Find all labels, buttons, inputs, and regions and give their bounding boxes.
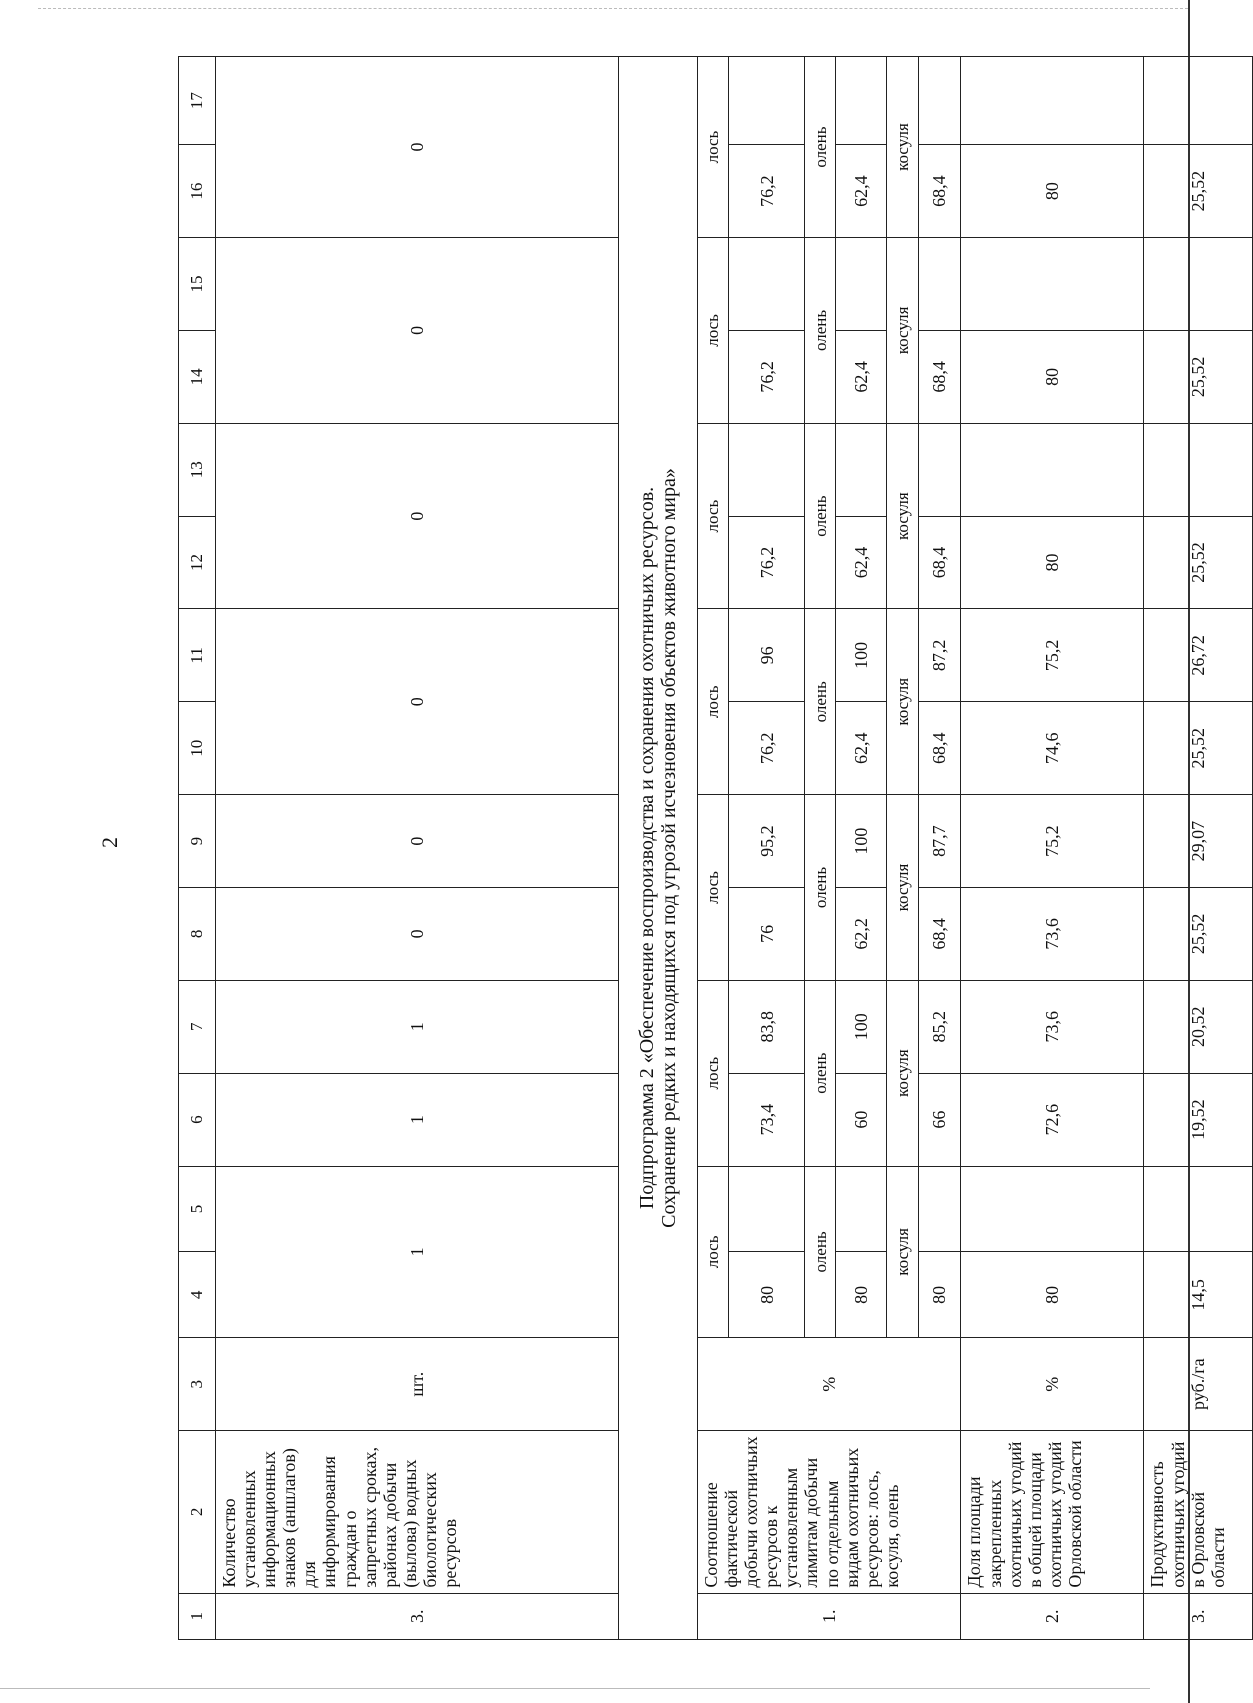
- species-label: косуля: [886, 795, 918, 981]
- indicators-table: [178, 56, 1253, 1640]
- value-col4: 80: [836, 1252, 886, 1338]
- species-label: косуля: [886, 423, 918, 609]
- value-col7: 100: [836, 980, 886, 1073]
- table-row-hunting-productivity: [1144, 57, 1253, 1640]
- value-col9: 29,07: [1144, 795, 1253, 888]
- species-label-row-moose: [697, 57, 729, 1640]
- scan-edge-bottom: [0, 1688, 1150, 1689]
- value-col14: 68,4: [918, 330, 961, 423]
- value-col15: [836, 238, 886, 331]
- value-col16: 25,52: [1144, 145, 1253, 238]
- value-col13: [836, 423, 886, 516]
- species-label: олень: [804, 795, 836, 981]
- value-col9: 0: [215, 795, 619, 888]
- value-col17: [918, 57, 961, 145]
- species-label: косуля: [886, 57, 918, 238]
- value-col11: 75,2: [961, 609, 1144, 702]
- header-cell: 10: [179, 702, 216, 795]
- header-cell: 4: [179, 1252, 216, 1338]
- value-col7: 83,8: [729, 980, 805, 1073]
- header-cell: 7: [179, 980, 216, 1073]
- value-col8: 25,52: [1144, 887, 1253, 980]
- value-col16: 80: [961, 145, 1144, 238]
- value-col14: 0: [215, 238, 619, 424]
- value-col5: [729, 1166, 805, 1252]
- value-col14: 62,4: [836, 330, 886, 423]
- table-row-info-signs: [215, 57, 619, 1640]
- subprogram-title-line1: Подпрограмма 2 «Обеспечение воспроизводства и сохранения охотничьих ресурсов.: [636, 486, 659, 1210]
- subprogram-row: [619, 57, 697, 1640]
- value-col17: [836, 57, 886, 145]
- header-cell: 1: [179, 1593, 216, 1639]
- species-label: олень: [804, 609, 836, 795]
- species-label: лось: [697, 238, 729, 424]
- value-col14: 80: [961, 330, 1144, 423]
- header-cell: 17: [179, 57, 216, 145]
- indicator-name: Количество установленных информационных знаков (аншлагов) для информирования граждан о запретных сроках, районах добычи (вылова) водных биологических ресурсов: [215, 1431, 619, 1593]
- header-cell: 14: [179, 330, 216, 423]
- species-label: олень: [804, 1166, 836, 1338]
- value-col5: [836, 1166, 886, 1252]
- value-col16: 76,2: [729, 145, 805, 238]
- species-label: лось: [697, 57, 729, 238]
- value-col6: 66: [918, 1073, 961, 1166]
- value-col15: [918, 238, 961, 331]
- subprogram-title: [619, 57, 697, 1640]
- row-number: 2.: [961, 1593, 1144, 1639]
- value-col12: 76,2: [729, 516, 805, 609]
- species-label: косуля: [886, 1166, 918, 1338]
- value-col11: 96: [729, 609, 805, 702]
- value-col16: 0: [215, 57, 619, 238]
- value-col16: 68,4: [918, 145, 961, 238]
- value-col12: 62,4: [836, 516, 886, 609]
- value-col15: [961, 238, 1144, 331]
- species-label: косуля: [886, 980, 918, 1166]
- subprogram-title-line2: Сохранение редких и находящихся под угрозой исчезновения объектов животного мира»: [658, 468, 681, 1228]
- indicator-name: Продуктивность охотничьих угодий в Орловской области: [1144, 1431, 1253, 1593]
- value-col10: 68,4: [918, 702, 961, 795]
- header-cell: 13: [179, 423, 216, 516]
- species-label: олень: [804, 980, 836, 1166]
- unit: шт.: [215, 1338, 619, 1431]
- value-col14: 76,2: [729, 330, 805, 423]
- indicators-table-rotated: [178, 56, 1253, 1640]
- value-col7: 20,52: [1144, 980, 1253, 1073]
- value-col4: 14,5: [1144, 1252, 1253, 1338]
- species-label: лось: [697, 423, 729, 609]
- value-col10: 62,4: [836, 702, 886, 795]
- unit: руб./га: [1144, 1338, 1253, 1431]
- species-label: косуля: [886, 609, 918, 795]
- value-col15: [729, 238, 805, 331]
- value-col8: 0: [215, 887, 619, 980]
- value-col5: [1144, 1166, 1253, 1252]
- value-col12: 80: [961, 516, 1144, 609]
- value-col11: 100: [836, 609, 886, 702]
- header-cell: 2: [179, 1431, 216, 1593]
- header-cell: 9: [179, 795, 216, 888]
- value-col10: 25,52: [1144, 702, 1253, 795]
- unit: %: [961, 1338, 1144, 1431]
- header-cell: 12: [179, 516, 216, 609]
- row-number: 3.: [215, 1593, 619, 1639]
- species-label: олень: [804, 238, 836, 424]
- table-row-hunting-area-share: [961, 57, 1144, 1640]
- value-col14: 25,52: [1144, 330, 1253, 423]
- value-col8: 73,6: [961, 887, 1144, 980]
- species-label: лось: [697, 795, 729, 981]
- value-col8: 62,2: [836, 887, 886, 980]
- species-label: косуля: [886, 238, 918, 424]
- header-cell: 6: [179, 1073, 216, 1166]
- value-col11: 87,2: [918, 609, 961, 702]
- row-number: 1.: [697, 1593, 961, 1639]
- value-col11: 26,72: [1144, 609, 1253, 702]
- value-col7: 73,6: [961, 980, 1144, 1073]
- value-col10: 74,6: [961, 702, 1144, 795]
- value-col12: 25,52: [1144, 516, 1253, 609]
- value-col8: 68,4: [918, 887, 961, 980]
- value-col17: [729, 57, 805, 145]
- value-col4: 80: [961, 1252, 1144, 1338]
- value-col9: 100: [836, 795, 886, 888]
- header-cell: 11: [179, 609, 216, 702]
- indicator-name: Соотношение фактической добычи охотничьих ресурсов к установленным лимитам добычи по отдельным видам охотничьих ресурсов: лось, косуля, олень: [697, 1431, 961, 1593]
- unit: %: [697, 1338, 961, 1431]
- value-col10: 76,2: [729, 702, 805, 795]
- value-col9: 95,2: [729, 795, 805, 888]
- value-col13: [961, 423, 1144, 516]
- value-col6: 60: [836, 1073, 886, 1166]
- value-col6: 19,52: [1144, 1073, 1253, 1166]
- header-cell: 15: [179, 238, 216, 331]
- value-col13: [918, 423, 961, 516]
- header-cell: 8: [179, 887, 216, 980]
- header-cell: 16: [179, 145, 216, 238]
- row-number: 3.: [1144, 1593, 1253, 1639]
- page-number: 2: [97, 837, 122, 848]
- value-col12: 68,4: [918, 516, 961, 609]
- header-row: [179, 57, 216, 1640]
- value-col8: 76: [729, 887, 805, 980]
- value-col6: 73,4: [729, 1073, 805, 1166]
- scan-edge-top: [38, 8, 1188, 9]
- species-label: олень: [804, 57, 836, 238]
- species-label: лось: [697, 609, 729, 795]
- value-col17: [961, 57, 1144, 145]
- indicator-name: Доля площади закрепленных охотничьих угодий в общей площади охотничьих угодий Орловской области: [961, 1431, 1144, 1593]
- value-col4: 80: [918, 1252, 961, 1338]
- header-cell: 5: [179, 1166, 216, 1252]
- value-col13: [729, 423, 805, 516]
- value-col4: 80: [729, 1252, 805, 1338]
- value-col13: [1144, 423, 1253, 516]
- value-col7: 85,2: [918, 980, 961, 1073]
- value-col6: 1: [215, 1073, 619, 1166]
- value-col9: 87,7: [918, 795, 961, 888]
- value-col17: [1144, 57, 1253, 145]
- species-label: лось: [697, 980, 729, 1166]
- species-label: олень: [804, 423, 836, 609]
- value-col6: 72,6: [961, 1073, 1144, 1166]
- value-col5: [961, 1166, 1144, 1252]
- value-col15: [1144, 238, 1253, 331]
- value-col10: 0: [215, 609, 619, 795]
- species-label: лось: [697, 1166, 729, 1338]
- header-cell: 3: [179, 1338, 216, 1431]
- value-col16: 62,4: [836, 145, 886, 238]
- value-col7: 1: [215, 980, 619, 1073]
- value-col12: 0: [215, 423, 619, 609]
- value-col9: 75,2: [961, 795, 1144, 888]
- value-col4: 1: [215, 1166, 619, 1338]
- value-col5: [918, 1166, 961, 1252]
